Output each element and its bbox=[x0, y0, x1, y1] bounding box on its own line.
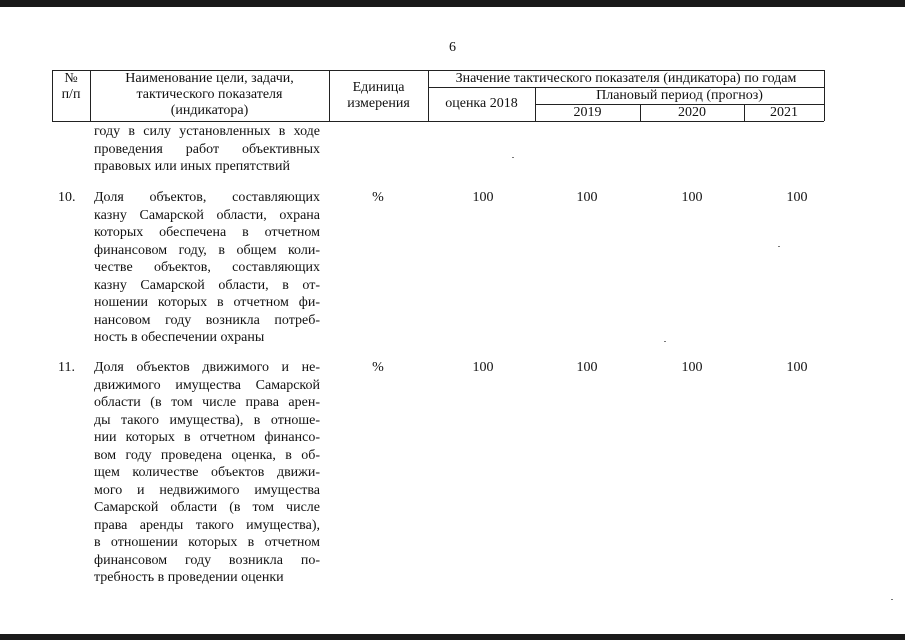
header-name-line-2: тактического показателя bbox=[136, 87, 283, 102]
indicator-line: казну Самарской области, в от- bbox=[94, 277, 320, 293]
indicator-line: мого и недвижимого имущества bbox=[94, 482, 320, 498]
continuation-line: правовых или иных препятствий bbox=[94, 159, 290, 174]
scan-bottom-edge bbox=[0, 634, 905, 640]
header-estimate-2018: оценка 2018 bbox=[445, 96, 518, 111]
indicator-line: которых обеспечена в отчетном bbox=[94, 225, 320, 240]
indicator-line: в отношении которых в отчетном bbox=[94, 535, 320, 550]
header-year-2019: 2019 bbox=[573, 105, 602, 120]
header-unit-col bbox=[329, 80, 428, 112]
indicator-line: финансовом году, в общем коли- bbox=[94, 242, 320, 258]
continuation-line: проведения работ объективных bbox=[94, 141, 320, 157]
row-number: 11. bbox=[58, 360, 75, 375]
continuation-text bbox=[94, 123, 320, 176]
scan-speck bbox=[778, 246, 780, 247]
header-name-line-1: Наименование цели, задачи, bbox=[125, 71, 294, 86]
header-number-line-1: № bbox=[64, 71, 78, 86]
value-2021: 100 bbox=[786, 360, 808, 375]
value-2020: 100 bbox=[681, 190, 703, 205]
header-number-line-2: п/п bbox=[61, 87, 81, 102]
indicator-line: щем количестве объектов движи- bbox=[94, 465, 320, 480]
row-indicator-text bbox=[94, 189, 320, 347]
indicator-line: права аренды такого имущества), bbox=[94, 517, 320, 533]
indicator-line: Самарской области (в том числе bbox=[94, 500, 320, 515]
indicator-line: казну Самарской области, охрана bbox=[94, 207, 320, 223]
header-unit-line-1: Единица bbox=[352, 80, 405, 95]
indicator-line: ность в обеспечении охраны bbox=[94, 330, 265, 345]
row-number: 10. bbox=[58, 190, 76, 205]
row-unit: % bbox=[372, 360, 384, 375]
row-indicator-text bbox=[94, 359, 320, 587]
header-values-title: Значение тактического показателя (индикатора) по годам bbox=[455, 71, 797, 86]
scan-speck bbox=[891, 599, 893, 600]
scan-top-edge bbox=[0, 0, 905, 7]
indicator-line: честве объектов, составляющих bbox=[94, 260, 320, 275]
header-name-col bbox=[90, 71, 329, 119]
row-unit: % bbox=[372, 190, 384, 205]
indicator-line: ношении которых в отчетном фи- bbox=[94, 295, 320, 310]
value-2020: 100 bbox=[681, 360, 703, 375]
indicator-line: Доля объектов, составляющих bbox=[94, 190, 320, 205]
header-number-col bbox=[52, 71, 90, 103]
indicator-line: Доля объектов движимого и не- bbox=[94, 360, 320, 375]
header-year-2021: 2021 bbox=[770, 105, 798, 120]
indicator-line: вом году проведена оценка, в об- bbox=[94, 447, 320, 463]
indicator-line: области (в том числе права арен- bbox=[94, 395, 320, 410]
header-name-line-3: (индикатора) bbox=[170, 103, 249, 118]
value-2018: 100 bbox=[472, 190, 494, 205]
value-2018: 100 bbox=[472, 360, 494, 375]
indicator-line: финансовом году возникла по- bbox=[94, 552, 320, 568]
value-2019: 100 bbox=[576, 190, 598, 205]
value-2019: 100 bbox=[576, 360, 598, 375]
scan-speck bbox=[664, 341, 666, 342]
indicator-line: требность в проведении оценки bbox=[94, 570, 284, 585]
header-unit-line-2: измерения bbox=[347, 96, 410, 111]
indicator-line: нии которых в отчетном финансо- bbox=[94, 430, 320, 445]
header-plan-period: Плановый период (прогноз) bbox=[596, 88, 763, 103]
value-2021: 100 bbox=[786, 190, 808, 205]
page-number: 6 bbox=[449, 40, 456, 55]
continuation-line: году в силу установленных в ходе bbox=[94, 124, 320, 139]
indicator-line: движимого имущества Самарской bbox=[94, 377, 320, 393]
indicator-line: ды такого имущества), в отноше- bbox=[94, 412, 320, 428]
header-year-2020: 2020 bbox=[678, 105, 706, 120]
scan-speck bbox=[512, 157, 514, 158]
indicator-line: нансовом году возникла потреб- bbox=[94, 312, 320, 328]
